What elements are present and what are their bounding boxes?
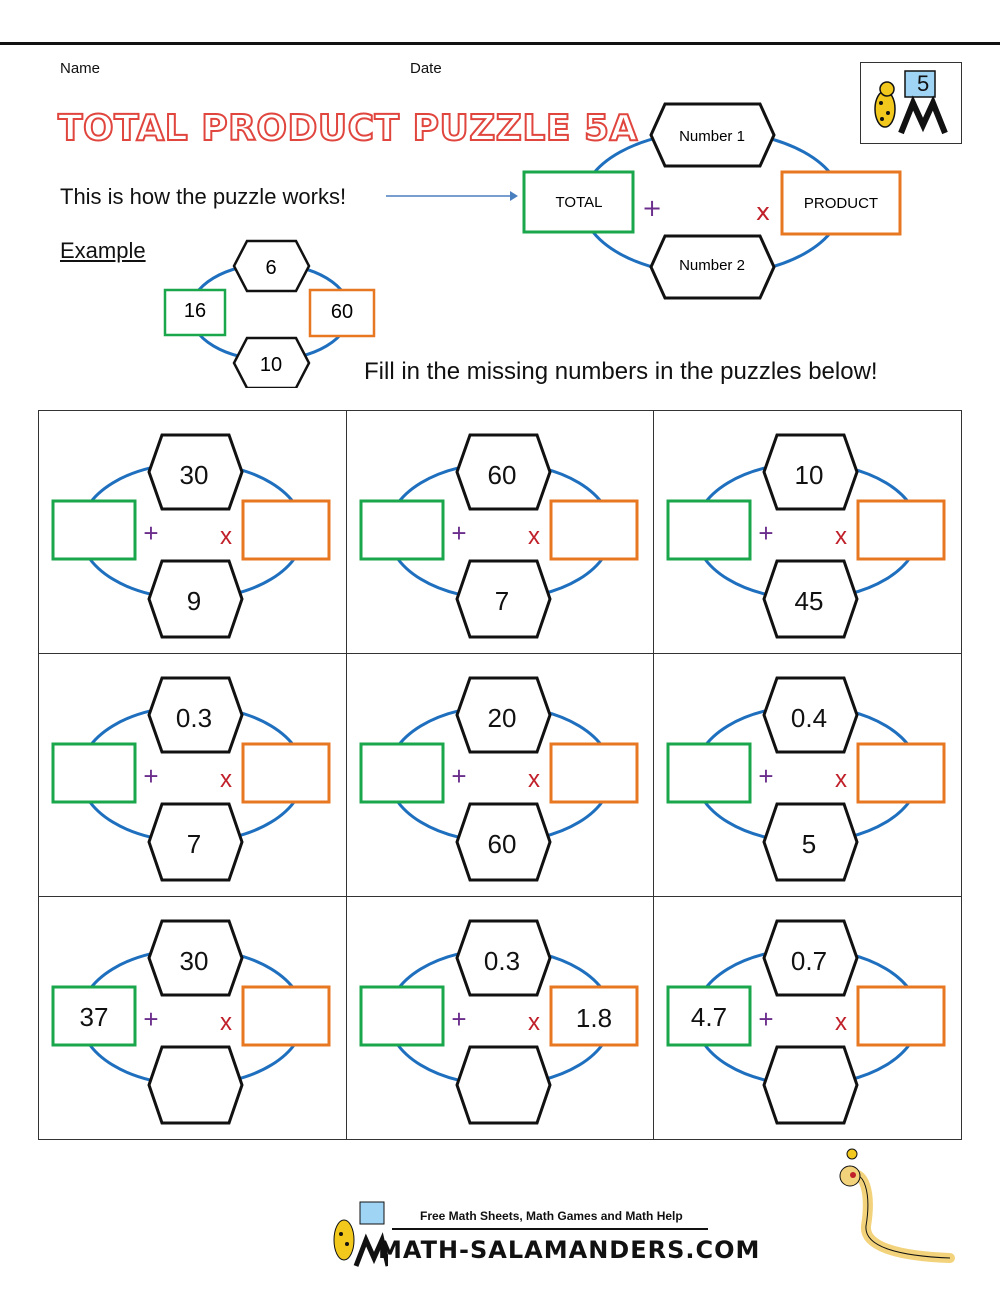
puzzle-cell [347, 654, 654, 897]
total-box[interactable] [361, 744, 443, 802]
plus-sign: + [143, 761, 159, 791]
number2-value: 7 [186, 829, 202, 859]
plus-sign: + [451, 761, 467, 791]
product-box[interactable] [858, 987, 944, 1045]
total-value: 4.7 [690, 1002, 728, 1032]
number2-value: 7 [494, 586, 510, 616]
name-label: Name [60, 60, 101, 77]
times-sign: x [220, 1009, 232, 1036]
puzzle-cell [39, 654, 347, 897]
number1-value: 10 [794, 460, 824, 490]
puzzle-5 [347, 654, 655, 897]
plus-sign: + [143, 518, 159, 548]
number2-hexagon [764, 1047, 857, 1123]
top-rule [0, 42, 1000, 45]
times-sign: x [220, 523, 232, 550]
puzzle-cell [347, 897, 654, 1139]
total-value: 37 [79, 1002, 109, 1032]
times-sign: x [835, 766, 847, 793]
plus-sign: + [758, 518, 774, 548]
puzzle-cell [39, 897, 347, 1139]
number1-value: 0.7 [790, 946, 828, 976]
product-box[interactable] [551, 744, 637, 802]
puzzle-grid [38, 410, 962, 1140]
plus-sign: + [758, 761, 774, 791]
number2-value: 45 [794, 586, 824, 616]
total-label: TOTAL [555, 194, 603, 211]
date-label: Date [410, 60, 442, 77]
times-sign: x [528, 523, 540, 550]
product-box[interactable] [858, 501, 944, 559]
number2-hexagon [457, 1047, 550, 1123]
puzzle-8 [347, 897, 655, 1140]
plus-sign: + [451, 1004, 467, 1034]
number2-value: 60 [487, 829, 517, 859]
footer-tagline: Free Math Sheets, Math Games and Math Help [420, 1209, 683, 1223]
product-label: PRODUCT [803, 195, 879, 212]
puzzle-diagram [520, 98, 904, 308]
example-number2: 10 [259, 354, 283, 376]
salamander-mascot-icon [826, 1146, 956, 1266]
number1-value: 60 [487, 460, 517, 490]
total-box[interactable] [53, 501, 135, 559]
product-box[interactable] [858, 744, 944, 802]
example-product: 60 [330, 301, 354, 323]
number1-label: Number 1 [679, 128, 745, 145]
total-box[interactable] [668, 501, 750, 559]
arrow-icon [384, 186, 520, 206]
number1-value: 30 [179, 946, 209, 976]
product-box[interactable] [243, 744, 329, 802]
number2-value: 5 [801, 829, 817, 859]
plus-sign: + [451, 518, 467, 548]
how-it-works-text: This is how the puzzle works! [60, 184, 347, 209]
number2-value: 9 [186, 586, 202, 616]
puzzle-cell [654, 411, 961, 654]
puzzle-9 [654, 897, 962, 1140]
times-sign: x [528, 1009, 540, 1036]
total-box[interactable] [361, 501, 443, 559]
puzzle-4 [39, 654, 347, 897]
product-box[interactable] [551, 501, 637, 559]
footer-rule [392, 1228, 708, 1230]
footer-site-link[interactable]: MATH-SALAMANDERS.COM [378, 1236, 761, 1264]
fill-in-instructions: Fill in the missing numbers in the puzzles below! [364, 358, 878, 385]
example-heading: Example [60, 238, 146, 263]
number2-hexagon [149, 1047, 242, 1123]
times-sign: x [835, 523, 847, 550]
puzzle-2 [347, 411, 655, 654]
product-box[interactable] [243, 501, 329, 559]
page-title: TOTAL PRODUCT PUZZLE 5A [58, 108, 638, 149]
total-box[interactable] [668, 744, 750, 802]
example-puzzle [160, 236, 382, 388]
example-total: 16 [183, 300, 207, 322]
grade-number: 5 [917, 71, 930, 96]
puzzle-1 [39, 411, 347, 654]
example-number1: 6 [265, 257, 277, 279]
plus-sign: + [641, 194, 663, 222]
number1-value: 20 [487, 703, 517, 733]
total-box[interactable] [361, 987, 443, 1045]
times-sign: x [220, 766, 232, 793]
puzzle-cell [347, 411, 654, 654]
puzzle-3 [654, 411, 962, 654]
times-sign: x [528, 766, 540, 793]
times-sign: x [755, 198, 771, 226]
puzzle-cell [654, 897, 961, 1139]
number1-value: 0.3 [483, 946, 521, 976]
number1-value: 30 [179, 460, 209, 490]
puzzle-cell [39, 411, 347, 654]
number2-label: Number 2 [679, 257, 745, 274]
number1-value: 0.4 [790, 703, 828, 733]
plus-sign: + [758, 1004, 774, 1034]
puzzle-cell [654, 654, 961, 897]
puzzle-6 [654, 654, 962, 897]
plus-sign: + [143, 1004, 159, 1034]
total-box[interactable] [53, 744, 135, 802]
puzzle-7 [39, 897, 347, 1140]
times-sign: x [835, 1009, 847, 1036]
number1-value: 0.3 [175, 703, 213, 733]
product-value: 1.8 [575, 1003, 613, 1033]
product-box[interactable] [243, 987, 329, 1045]
